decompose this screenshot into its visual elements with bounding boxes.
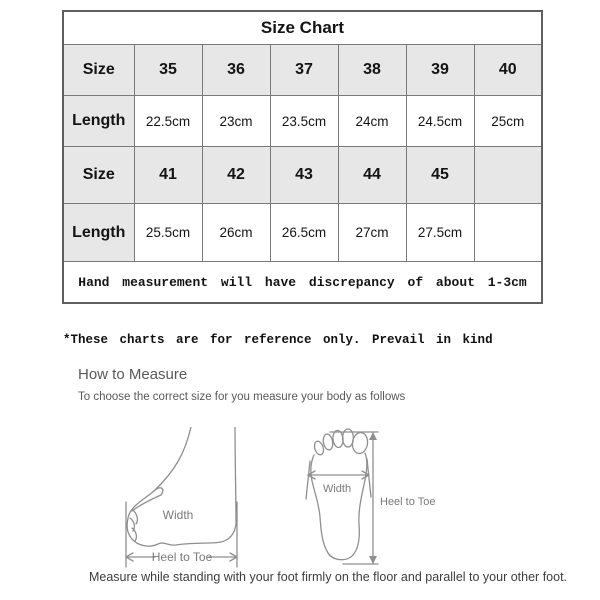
measure-instruction-caption: Measure while standing with your foot firmly on the floor and parallel to your other foot.: [88, 570, 568, 584]
size-value-cell: 44: [338, 147, 406, 204]
measurement-note: Hand measurement will have discrepancy of about 1-3cm: [63, 262, 542, 304]
length-value-cell: 27.5cm: [406, 204, 474, 262]
length-value-cell: 22.5cm: [134, 96, 202, 147]
row-label-length: Length: [63, 204, 134, 262]
length-value-cell: 24cm: [338, 96, 406, 147]
length-value-cell: 27cm: [338, 204, 406, 262]
length-value-cell: 25.5cm: [134, 204, 202, 262]
heel-to-toe-label: Heel to Toe: [151, 550, 213, 564]
length-value-cell: 23.5cm: [270, 96, 338, 147]
width-label: Width: [322, 483, 352, 495]
size-value-cell: 38: [338, 45, 406, 96]
size-chart-table: [62, 10, 543, 304]
sole-outline: [311, 453, 367, 560]
size-value-cell: 43: [270, 147, 338, 204]
foot-outline: [127, 427, 236, 546]
foot-sole-view-diagram: [303, 423, 438, 571]
size-value-cell: 45: [406, 147, 474, 204]
length-value-cell: 23cm: [202, 96, 270, 147]
table-row: [63, 204, 542, 262]
table-note-row: [63, 262, 542, 304]
size-value-cell: 42: [202, 147, 270, 204]
reference-disclaimer: *These charts are for reference only. Prevail in kind: [63, 333, 493, 347]
size-value-cell-empty: [474, 147, 542, 204]
length-value-cell: 25cm: [474, 96, 542, 147]
table-row: [63, 45, 542, 96]
size-value-cell: 35: [134, 45, 202, 96]
length-value-cell: 26.5cm: [270, 204, 338, 262]
heel-to-toe-label: Heel to Toe: [380, 496, 436, 508]
table-row: [63, 96, 542, 147]
row-label-size: Size: [63, 147, 134, 204]
size-value-cell: 37: [270, 45, 338, 96]
size-value-cell: 41: [134, 147, 202, 204]
length-value-cell: 24.5cm: [406, 96, 474, 147]
row-label-length: Length: [63, 96, 134, 147]
how-to-measure-subheading: To choose the correct size for you measure your body as follows: [78, 391, 406, 403]
width-label: Width: [162, 508, 194, 522]
table-row: [63, 147, 542, 204]
length-value-cell: 26cm: [202, 204, 270, 262]
foot-side-view-diagram: [123, 427, 248, 569]
size-value-cell: 39: [406, 45, 474, 96]
size-chart-title-row: [63, 11, 542, 45]
size-chart-title: Size Chart: [63, 11, 542, 45]
how-to-measure-heading: How to Measure: [78, 366, 188, 383]
size-value-cell: 36: [202, 45, 270, 96]
row-label-size: Size: [63, 45, 134, 96]
length-value-cell-empty: [474, 204, 542, 262]
size-value-cell: 40: [474, 45, 542, 96]
